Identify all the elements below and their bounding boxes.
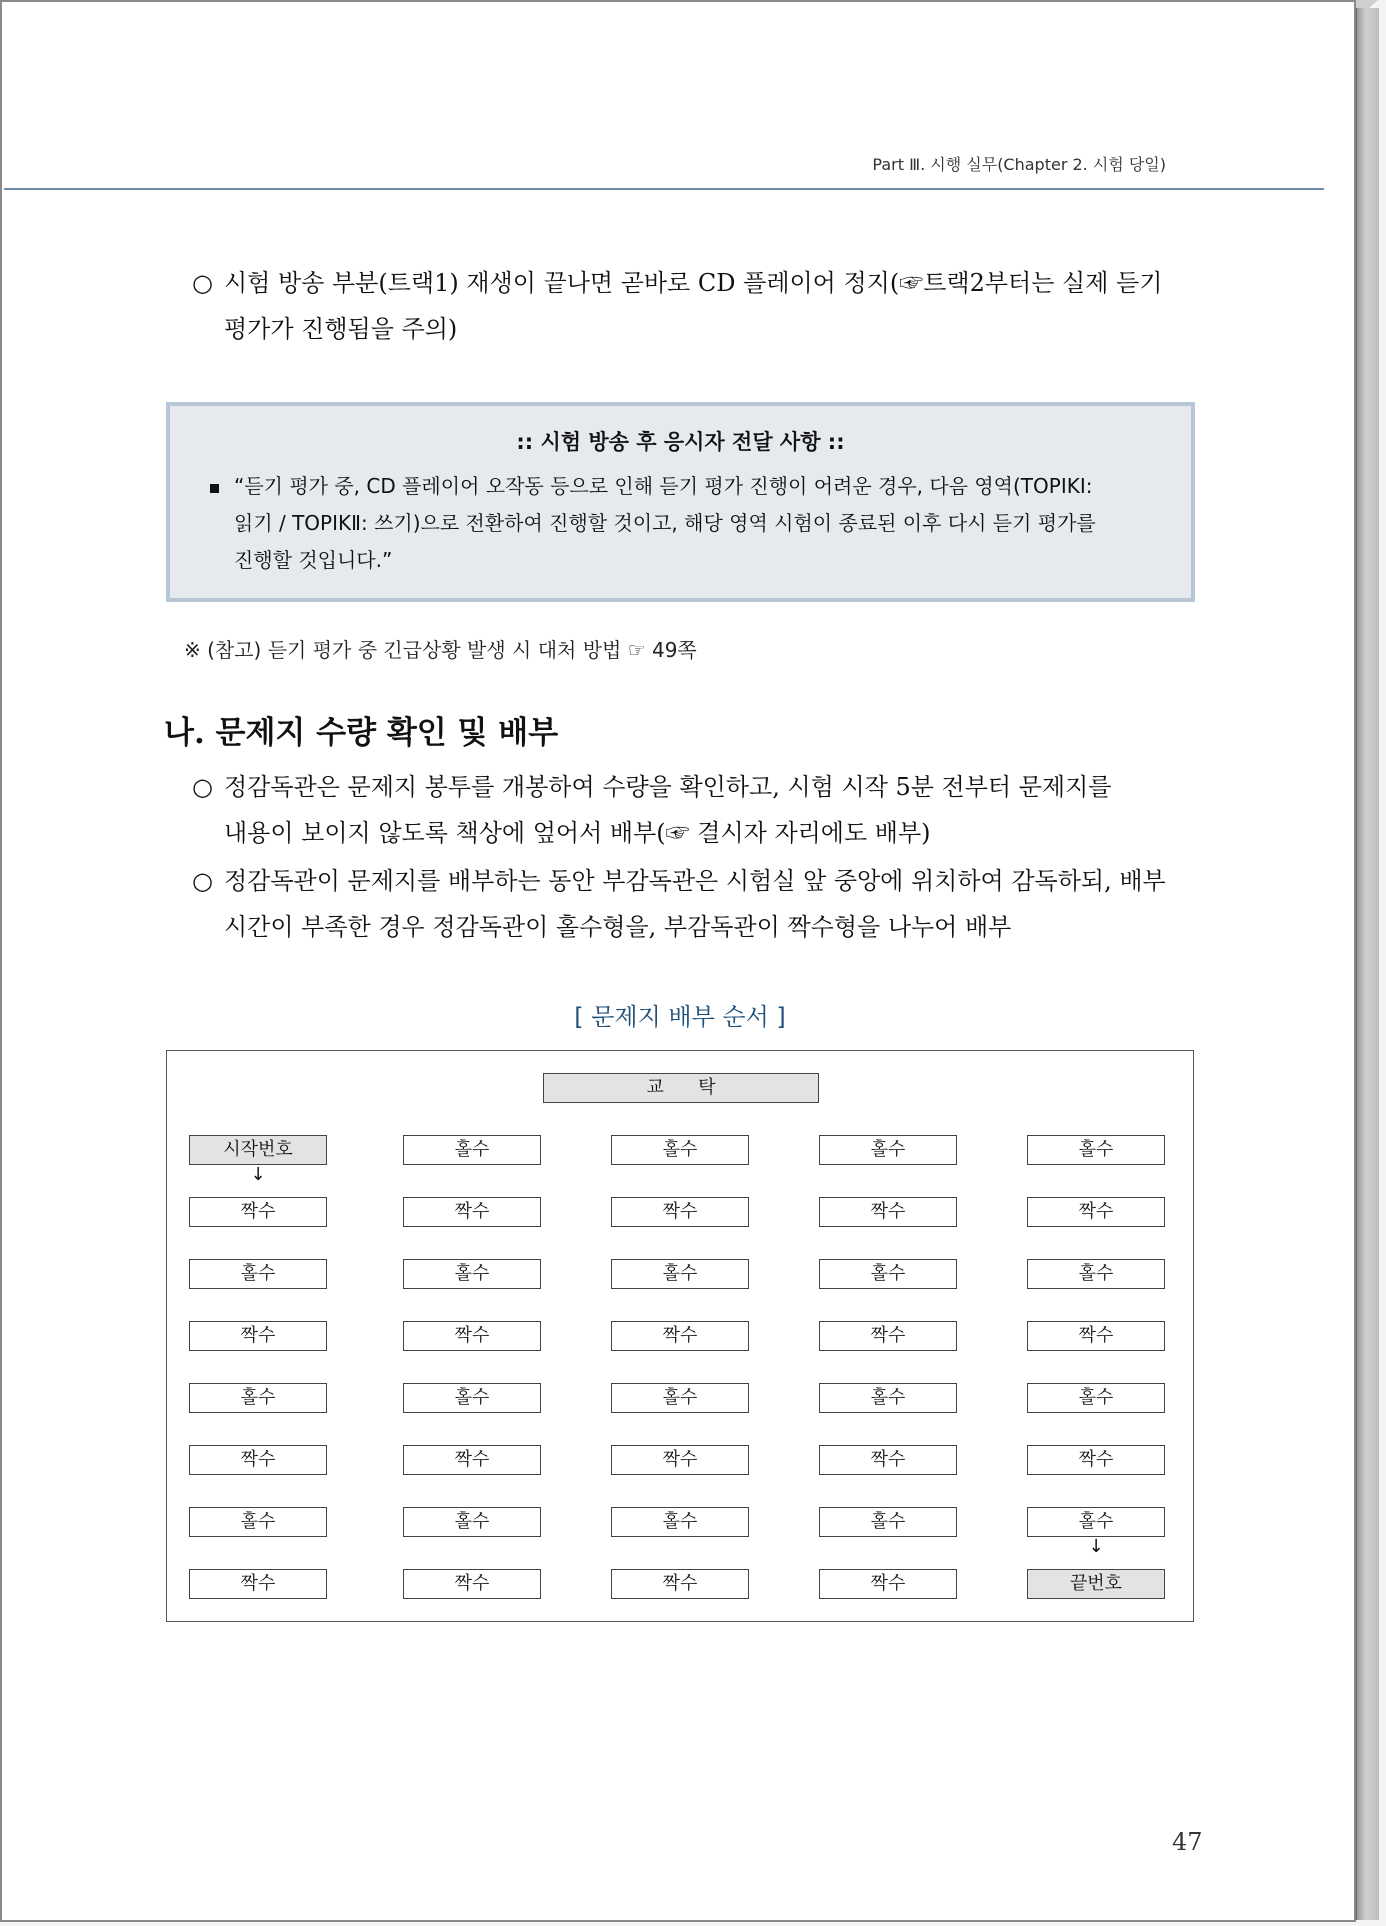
notice-text [234,468,1164,579]
seat-cell: 홀수 [611,1383,749,1413]
section-title: 나. 문제지 수량 확인 및 배부 [164,715,559,751]
reference-note: ※ (참고) 듣기 평가 중 긴급상황 발생 시 대처 방법 ☞ 49쪽 [184,638,697,662]
seat-cell: 짝수 [189,1569,327,1599]
seat-cell: 짝수 [611,1445,749,1475]
seat-cell: 짝수 [403,1445,541,1475]
down-arrow-icon: ↓ [250,1164,266,1185]
seat-cell: 짝수 [403,1569,541,1599]
seat-cell: 짝수 [403,1321,541,1351]
seat-cell: 홀수 [611,1135,749,1165]
seat-cell: 짝수 [1027,1445,1165,1475]
seat-cell: 홀수 [1027,1135,1165,1165]
seat-cell: 짝수 [403,1197,541,1227]
seat-cell: 짝수 [819,1197,957,1227]
binding-spine [1356,8,1379,1920]
section-bullet-2-line-1: 정감독관이 문제지를 배부하는 동안 부감독관은 시험실 앞 중앙에 위치하여 감독하되, 배부 [224,867,1166,895]
end-number-cell: 끝번호 [1027,1569,1165,1599]
down-arrow-icon: ↓ [1088,1536,1104,1557]
seat-cell: 홀수 [403,1135,541,1165]
seat-cell: 홀수 [189,1259,327,1289]
seat-cell: 짝수 [611,1321,749,1351]
seat-cell: 짝수 [819,1445,957,1475]
bullet-marker: ○ [192,773,213,801]
notice-line-2: 읽기 / TOPIKⅡ: 쓰기)으로 전환하여 진행할 것이고, 해당 영역 시험이 종료된 이후 다시 듣기 평가를 [234,511,1096,535]
seat-cell: 홀수 [1027,1383,1165,1413]
seat-cell: 홀수 [611,1259,749,1289]
page-number: 47 [1172,1828,1203,1856]
header-rule [4,188,1324,190]
bullet-marker: ○ [192,867,213,895]
notice-line-3: 진행할 것입니다.” [234,548,393,572]
seating-diagram [166,1050,1194,1622]
seat-cell: 짝수 [611,1569,749,1599]
seat-cell: 짝수 [1027,1321,1165,1351]
teacher-desk: 교 탁 [543,1073,819,1103]
seat-cell: 홀수 [1027,1259,1165,1289]
seat-cell: 짝수 [189,1445,327,1475]
running-head: Part Ⅲ. 시행 실무(Chapter 2. 시험 당일) [872,155,1166,174]
intro-line-2: 평가가 진행됨을 주의) [224,315,458,343]
square-bullet-icon [210,484,219,493]
notice-title: :: 시험 방송 후 응시자 전달 사항 :: [516,430,845,454]
notice-box [166,402,1195,602]
seat-cell: 홀수 [403,1259,541,1289]
section-bullet-1-line-2: 내용이 보이지 않도록 책상에 엎어서 배부(☞ 결시자 자리에도 배부) [224,819,931,847]
start-number-cell: 시작번호 [189,1135,327,1165]
seat-cell: 짝수 [819,1321,957,1351]
seat-cell: 홀수 [1027,1507,1165,1537]
seat-cell: 짝수 [611,1197,749,1227]
seat-cell: 홀수 [403,1507,541,1537]
seat-cell: 홀수 [403,1383,541,1413]
seat-cell: 홀수 [611,1507,749,1537]
section-bullet-1-line-1: 정감독관은 문제지 봉투를 개봉하여 수량을 확인하고, 시험 시작 5분 전부터 문제지를 [224,773,1112,801]
seat-cell: 홀수 [189,1383,327,1413]
seat-cell: 짝수 [189,1197,327,1227]
seat-cell: 홀수 [189,1507,327,1537]
diagram-caption: [ 문제지 배부 순서 ] [574,1003,786,1031]
seat-cell: 짝수 [1027,1197,1165,1227]
notice-line-1: “듣기 평가 중, CD 플레이어 오작동 등으로 인해 듣기 평가 진행이 어려운 경우, 다음 영역(TOPIKⅠ: [234,474,1093,498]
seat-cell: 홀수 [819,1507,957,1537]
section-bullet-2-line-2: 시간이 부족한 경우 정감독관이 홀수형을, 부감독관이 짝수형을 나누어 배부 [224,913,1012,941]
seat-cell: 짝수 [819,1569,957,1599]
seat-cell: 짝수 [189,1321,327,1351]
seat-cell: 홀수 [819,1135,957,1165]
intro-line-1: 시험 방송 부분(트랙1) 재생이 끝나면 곧바로 CD 플레이어 정지(☞트랙2부터는 실제 듣기 [224,269,1163,297]
bullet-marker: ○ [192,269,213,297]
seat-cell: 홀수 [819,1383,957,1413]
seat-cell: 홀수 [819,1259,957,1289]
